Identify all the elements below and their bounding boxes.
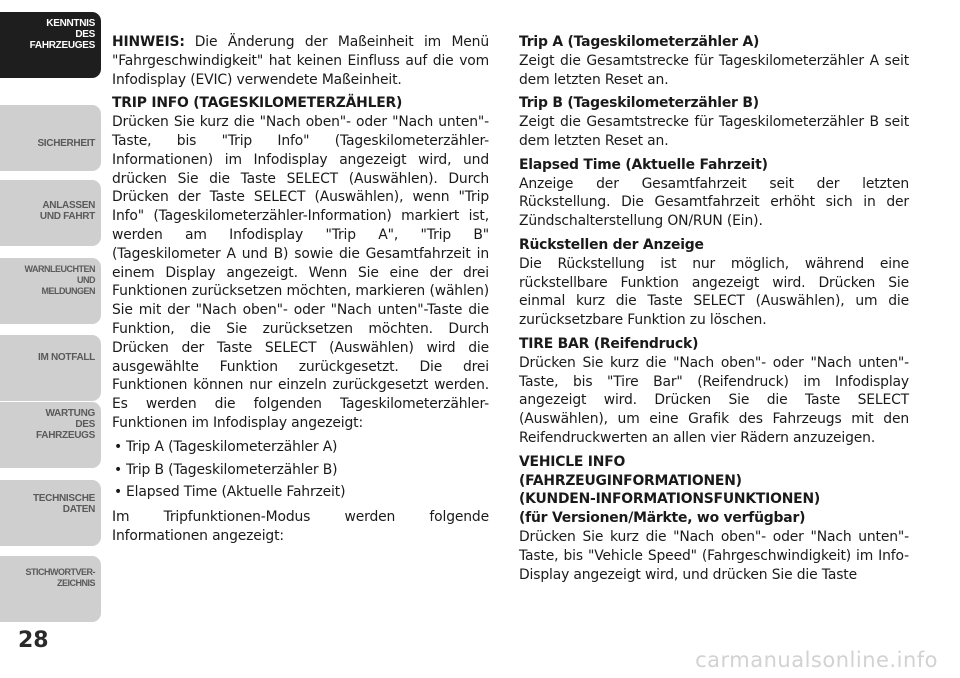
tab-im-notfall[interactable]: IM NOTFALL xyxy=(0,335,101,401)
tab-kenntnis-des-fahrzeuges[interactable]: KENNTNIS DES FAHRZEUGES xyxy=(0,12,101,78)
tire-bar-heading: TIRE BAR (Reifendruck) xyxy=(519,335,699,352)
tab-technische-daten[interactable]: TECHNISCHE DATEN xyxy=(0,480,101,546)
trip-info-text: Drücken Sie kurz die "Nach oben"- oder "Nach unten"-Taste, bis "Trip Info" (Tageskilometerzähler-Informationen) im Infodisplay angezeigt wird, und drücken Sie die Taste SELECT (Auswählen). Durch Drücken der Taste SELECT (Auswählen), wenn "Trip Info" (Tageskilometerzähler-Information) markiert ist, werden am Infodisplay "Trip A", "Trip B" (Tageskilometer A und B) sowie die Gesamtfahrzeit in einem Display angezeigt. Wenn Sie eine der drei Funktionen zurücksetzen möchten, markieren (wählen) Sie mit der "Nach oben"- oder "Nach unten"-Taste die Funktion, die Sie zurücksetzen möchten. Durch Drücken der Taste SELECT (Auswählen) wird die ausgewählte Funktion zurückgesetzt. Die drei Funktionen können nur einzeln zurückgesetzt werden. Es werden die folgenden Tageskilometerzähler-Funktionen im Infodisplay angezeigt: xyxy=(112,114,489,431)
trip-b-text: Zeigt die Gesamtstrecke für Tageskilometerzähler B seit dem letzten Reset an. xyxy=(519,114,909,149)
tab-warnleuchten-und-meldungen[interactable]: WARNLEUCHTEN UND MELDUNGEN xyxy=(0,258,101,324)
vehicle-info-heading-line3: (KUNDEN-INFORMATIONSFUNKTIONEN) xyxy=(519,491,821,508)
vehicle-info-text: Drücken Sie kurz die "Nach oben"- oder "Nach unten"-Taste, bis "Vehicle Speed" (Fahrgeschwindigkeit) im Info-Display angezeigt wird, und drücken Sie die Taste xyxy=(519,528,909,583)
tab-anlassen-und-fahrt[interactable]: ANLASSEN UND FAHRT xyxy=(0,180,101,246)
trip-functions-list xyxy=(112,438,489,502)
closing-text: Im Tripfunktionen-Modus werden folgende Informationen angezeigt: xyxy=(112,509,489,544)
trip-info-heading: TRIP INFO (TAGESKILOMETERZÄHLER) xyxy=(112,95,403,112)
vehicle-info-heading-line4: (für Versionen/Märkte, wo verfügbar) xyxy=(519,510,806,527)
trip-a-heading: Trip A (Tageskilometerzähler A) xyxy=(519,34,760,50)
hint-paragraph xyxy=(112,33,489,89)
trip-b-heading: Trip B (Tageskilometerzähler B) xyxy=(519,95,759,112)
vehicle-info-heading-line2: (FAHRZEUGINFORMATIONEN) xyxy=(519,472,742,489)
trip-a-text: Zeigt die Gesamtstrecke für Tageskilometerzähler A seit dem letzten Reset an. xyxy=(519,52,909,88)
elapsed-time-heading: Elapsed Time (Aktuelle Fahrzeit) xyxy=(519,156,768,173)
list-item: • Trip B (Tageskilometerzähler B) xyxy=(112,461,489,480)
tire-bar-text: Drücken Sie kurz die "Nach oben"- oder "Nach unten"-Taste, bis "Tire Bar" (Reifendruck) im Infodisplay angezeigt wird. Drücken Sie die Taste SELECT (Auswählen), um eine Grafik des Fahrzeugs mit den Reifendruckwerten an allen vier Rädern anzuzeigen. xyxy=(519,354,909,446)
right-column xyxy=(519,33,909,589)
list-item: • Trip A (Tageskilometerzähler A) xyxy=(112,438,489,457)
left-column xyxy=(112,33,489,551)
reset-heading: Rückstellen der Anzeige xyxy=(519,236,704,253)
hint-label: HINWEIS: xyxy=(112,34,185,50)
vehicle-info-heading: VEHICLE INFO xyxy=(519,453,626,470)
list-item: • Elapsed Time (Aktuelle Fahrzeit) xyxy=(112,483,489,502)
chapter-sidebar xyxy=(0,0,103,678)
watermark: carmanualsonline.info xyxy=(695,648,938,672)
page-number: 28 xyxy=(18,628,49,653)
hint-text: Die Änderung der Maßeinheit im Menü "Fahrgeschwindigkeit" hat keinen Einfluss auf die vom Infodisplay (EVIC) verwendete Maßeinheit. xyxy=(112,34,489,88)
elapsed-time-text: Anzeige der Gesamtfahrzeit seit der letzten Rückstellung. Die Gesamtfahrzeit erhöht sich in der Zündschalterstellung ON/RUN (Ein). xyxy=(519,175,909,230)
tab-sicherheit[interactable]: SICHERHEIT xyxy=(0,105,101,171)
tab-stichwortverzeichnis[interactable]: STICHWORTVER- ZEICHNIS xyxy=(0,556,101,622)
tab-wartung-des-fahrzeugs[interactable]: WARTUNG DES FAHRZEUGS xyxy=(0,402,101,468)
reset-text: Die Rückstellung ist nur möglich, während eine rückstellbare Funktion angezeigt wird. Drücken Sie einmal kurz die Taste SELECT (Auswählen), um die zurücksetzbare Funktion zu löschen. xyxy=(519,255,909,329)
